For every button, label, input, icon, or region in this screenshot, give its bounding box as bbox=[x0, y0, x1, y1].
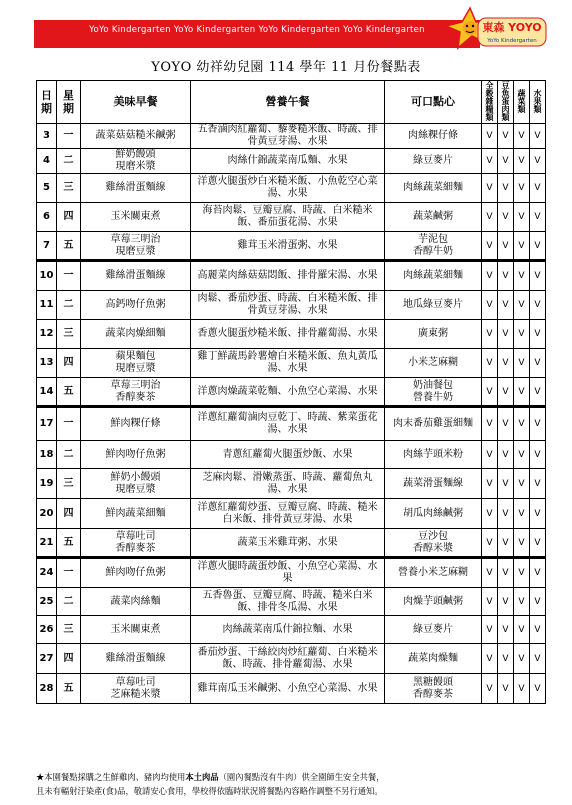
vegetables-check: V bbox=[514, 674, 530, 704]
lunch-cell: 肉絲蔬菜南瓜什錦拉麵、水果 bbox=[191, 616, 385, 644]
header-grains-label: 全穀雜糧類 bbox=[485, 81, 494, 121]
footer-line-1 bbox=[36, 770, 545, 784]
snack-cell: 奶油餐包 營養牛奶 bbox=[385, 378, 482, 407]
date-cell: 21 bbox=[37, 529, 57, 558]
date-cell: 10 bbox=[37, 261, 57, 291]
weekday-cell: 五 bbox=[57, 232, 81, 261]
header-lunch: 營養午餐 bbox=[191, 81, 385, 124]
weekday-cell: 四 bbox=[57, 203, 81, 232]
table-row bbox=[37, 469, 546, 499]
lunch-cell: 高麗菜肉絲菇菇悶飯、排骨羅宋湯、水果 bbox=[191, 261, 385, 291]
snack-cell: 營養小米芝麻糊 bbox=[385, 558, 482, 588]
lunch-cell: 洋蔥紅蘿蔔炒蛋、豆瓣豆腐、時蔬、糙米白米飯、排骨黃豆芽湯、水果 bbox=[191, 499, 385, 529]
vegetables-check: V bbox=[514, 469, 530, 499]
weekday-cell: 二 bbox=[57, 441, 81, 469]
vegetables-check: V bbox=[514, 174, 530, 203]
grains-check: V bbox=[482, 174, 498, 203]
grains-check: V bbox=[482, 529, 498, 558]
fruit-check: V bbox=[530, 407, 546, 441]
lunch-cell: 肉絲什錦蔬菜南瓜麵、水果 bbox=[191, 149, 385, 174]
table-row bbox=[37, 261, 546, 291]
grains-check: V bbox=[482, 441, 498, 469]
header-protein-label: 豆魚蛋肉類 bbox=[501, 81, 510, 121]
breakfast-cell: 鮮肉蔬菜細麵 bbox=[81, 499, 191, 529]
date-cell: 6 bbox=[37, 203, 57, 232]
snack-cell: 黑糖饅頭 香醇麥茶 bbox=[385, 674, 482, 704]
fruit-check: V bbox=[530, 320, 546, 349]
protein-check: V bbox=[498, 174, 514, 203]
fruit-check: V bbox=[530, 674, 546, 704]
table-row bbox=[37, 203, 546, 232]
snack-cell: 肉絲蔬菜細麵 bbox=[385, 261, 482, 291]
table-row bbox=[37, 378, 546, 407]
protein-check: V bbox=[498, 203, 514, 232]
weekday-cell: 四 bbox=[57, 499, 81, 529]
page-title: YOYO 幼祥幼兒園 114 學年 11 月份餐點表 bbox=[151, 60, 421, 75]
protein-check: V bbox=[498, 529, 514, 558]
date-cell: 26 bbox=[37, 616, 57, 644]
weekday-cell: 五 bbox=[57, 378, 81, 407]
vegetables-check: V bbox=[514, 644, 530, 674]
snack-cell: 芋泥包 香醇牛奶 bbox=[385, 232, 482, 261]
fruit-check: V bbox=[530, 441, 546, 469]
breakfast-cell: 蔬菜菇菇糙米鹹粥 bbox=[81, 124, 191, 149]
grains-check: V bbox=[482, 203, 498, 232]
lunch-cell: 洋蔥火腿時蔬蛋炒飯、小魚空心菜湯、水果 bbox=[191, 558, 385, 588]
fruit-check: V bbox=[530, 469, 546, 499]
grains-check: V bbox=[482, 124, 498, 149]
snack-cell: 綠豆麥片 bbox=[385, 616, 482, 644]
vegetables-check: V bbox=[514, 558, 530, 588]
header-date: 日期 bbox=[37, 81, 57, 124]
breakfast-cell: 草莓吐司 芝麻糙米漿 bbox=[81, 674, 191, 704]
lunch-cell: 五香滷肉紅蘿蔔、藜麥糙米飯、時蔬、排骨黃豆芽湯、水果 bbox=[191, 124, 385, 149]
snack-cell: 蔬菜滑蛋麵線 bbox=[385, 469, 482, 499]
table-row bbox=[37, 499, 546, 529]
snack-cell: 豆沙包 香醇米漿 bbox=[385, 529, 482, 558]
protein-check: V bbox=[498, 149, 514, 174]
footer-line-1-bold: 本土肉品 bbox=[185, 772, 219, 782]
weekday-cell: 四 bbox=[57, 349, 81, 378]
weekday-cell: 一 bbox=[57, 261, 81, 291]
protein-check: V bbox=[498, 558, 514, 588]
date-cell: 17 bbox=[37, 407, 57, 441]
table-row bbox=[37, 529, 546, 558]
weekday-cell: 一 bbox=[57, 407, 81, 441]
lunch-cell: 番茄炒蛋、干絲絞肉炒紅蘿蔔、白米糙米飯、時蔬、排骨蘿蔔湯、水果 bbox=[191, 644, 385, 674]
vegetables-check: V bbox=[514, 616, 530, 644]
table-row bbox=[37, 349, 546, 378]
logo-subtitle: YoYo Kindergarten bbox=[487, 38, 537, 44]
protein-check: V bbox=[498, 441, 514, 469]
snack-cell: 胡瓜肉絲鹹粥 bbox=[385, 499, 482, 529]
grains-check: V bbox=[482, 616, 498, 644]
table-row bbox=[37, 644, 546, 674]
protein-check: V bbox=[498, 320, 514, 349]
date-cell: 27 bbox=[37, 644, 57, 674]
protein-check: V bbox=[498, 124, 514, 149]
table-row bbox=[37, 232, 546, 261]
weekday-cell: 三 bbox=[57, 469, 81, 499]
weekday-cell: 二 bbox=[57, 149, 81, 174]
lunch-cell: 芝麻肉鬆、滑嫩蒸蛋、時蔬、蘿蔔魚丸湯、水果 bbox=[191, 469, 385, 499]
protein-check: V bbox=[498, 349, 514, 378]
snack-cell: 綠豆麥片 bbox=[385, 149, 482, 174]
header-fruit-label: 水果類 bbox=[533, 89, 542, 113]
table-row bbox=[37, 149, 546, 174]
snack-cell: 小米芝麻糊 bbox=[385, 349, 482, 378]
protein-check: V bbox=[498, 291, 514, 320]
fruit-check: V bbox=[530, 291, 546, 320]
protein-check: V bbox=[498, 644, 514, 674]
snack-cell: 肉絲粿仔條 bbox=[385, 124, 482, 149]
date-cell: 5 bbox=[37, 174, 57, 203]
grains-check: V bbox=[482, 674, 498, 704]
vegetables-check: V bbox=[514, 232, 530, 261]
table-row bbox=[37, 291, 546, 320]
grains-check: V bbox=[482, 407, 498, 441]
fruit-check: V bbox=[530, 261, 546, 291]
lunch-cell: 肉鬆、番茄炒蛋、時蔬、白米糙米飯、排骨黃豆芽湯、水果 bbox=[191, 291, 385, 320]
lunch-cell: 雞茸南瓜玉米鹹粥、小魚空心菜湯、水果 bbox=[191, 674, 385, 704]
protein-check: V bbox=[498, 407, 514, 441]
fruit-check: V bbox=[530, 529, 546, 558]
weekday-cell: 三 bbox=[57, 174, 81, 203]
grains-check: V bbox=[482, 261, 498, 291]
lunch-cell: 洋蔥肉燥蔬菜乾麵、小魚空心菜湯、水果 bbox=[191, 378, 385, 407]
date-cell: 7 bbox=[37, 232, 57, 261]
lunch-cell: 青蔥紅蘿蔔火腿蛋炒飯、水果 bbox=[191, 441, 385, 469]
breakfast-cell: 玉米關東煮 bbox=[81, 203, 191, 232]
footer-line-2: 且未有輻射汙染產(食)品，敬請安心食用，學校得依臨時狀況將餐點內容略作調整不另行通知。 bbox=[36, 786, 383, 796]
header-protein bbox=[498, 81, 514, 124]
weekday-cell: 三 bbox=[57, 320, 81, 349]
vegetables-check: V bbox=[514, 203, 530, 232]
lunch-cell: 洋蔥火腿蛋炒白米糙米飯、小魚乾空心菜湯、水果 bbox=[191, 174, 385, 203]
grains-check: V bbox=[482, 588, 498, 616]
snack-cell: 廣東粥 bbox=[385, 320, 482, 349]
protein-check: V bbox=[498, 499, 514, 529]
date-cell: 3 bbox=[37, 124, 57, 149]
fruit-check: V bbox=[530, 588, 546, 616]
protein-check: V bbox=[498, 469, 514, 499]
breakfast-cell: 鮮肉吻仔魚粥 bbox=[81, 558, 191, 588]
breakfast-cell: 草莓三明治 香醇麥茶 bbox=[81, 378, 191, 407]
protein-check: V bbox=[498, 232, 514, 261]
snack-cell: 肉絲蔬菜細麵 bbox=[385, 174, 482, 203]
table-row bbox=[37, 616, 546, 644]
protein-check: V bbox=[498, 378, 514, 407]
date-cell: 20 bbox=[37, 499, 57, 529]
vegetables-check: V bbox=[514, 499, 530, 529]
vegetables-check: V bbox=[514, 149, 530, 174]
snack-cell: 肉末番茄雞蛋細麵 bbox=[385, 407, 482, 441]
snack-cell: 肉絲芋頭米粉 bbox=[385, 441, 482, 469]
weekday-cell: 五 bbox=[57, 674, 81, 704]
grains-check: V bbox=[482, 291, 498, 320]
fruit-check: V bbox=[530, 149, 546, 174]
date-cell: 13 bbox=[37, 349, 57, 378]
breakfast-cell: 雞絲滑蛋麵線 bbox=[81, 174, 191, 203]
lunch-cell: 五香魯蛋、豆瓣豆腐、時蔬、糙米白米飯、排骨冬瓜湯、水果 bbox=[191, 588, 385, 616]
header-banner bbox=[34, 20, 480, 48]
vegetables-check: V bbox=[514, 588, 530, 616]
grains-check: V bbox=[482, 378, 498, 407]
fruit-check: V bbox=[530, 558, 546, 588]
breakfast-cell: 蔬菜肉燥細麵 bbox=[81, 320, 191, 349]
date-cell: 14 bbox=[37, 378, 57, 407]
grains-check: V bbox=[482, 232, 498, 261]
lunch-cell: 雞丁鮮蔬馬鈴薯燴白米糙米飯、魚丸黃瓜湯、水果 bbox=[191, 349, 385, 378]
school-logo bbox=[440, 6, 552, 56]
footer-line-1-b: （園內餐點沒有牛肉）供全園師生安全共餐， bbox=[218, 772, 385, 782]
footer-line-1-a: ★本園餐點採購之生鮮雞肉、豬肉均使用 bbox=[36, 772, 186, 782]
protein-check: V bbox=[498, 261, 514, 291]
grains-check: V bbox=[482, 320, 498, 349]
meal-table bbox=[36, 80, 546, 704]
breakfast-cell: 蘋果麵包 現磨豆漿 bbox=[81, 349, 191, 378]
banner-text: YoYo Kindergarten YoYo Kindergarten YoYo Kindergarten YoYo Kindergarten bbox=[89, 25, 425, 35]
header-grains bbox=[482, 81, 498, 124]
weekday-cell: 一 bbox=[57, 558, 81, 588]
grains-check: V bbox=[482, 644, 498, 674]
breakfast-cell: 鮮肉吻仔魚粥 bbox=[81, 441, 191, 469]
vegetables-check: V bbox=[514, 407, 530, 441]
fruit-check: V bbox=[530, 232, 546, 261]
breakfast-cell: 玉米關東煮 bbox=[81, 616, 191, 644]
fruit-check: V bbox=[530, 124, 546, 149]
protein-check: V bbox=[498, 588, 514, 616]
fruit-check: V bbox=[530, 644, 546, 674]
fruit-check: V bbox=[530, 378, 546, 407]
vegetables-check: V bbox=[514, 441, 530, 469]
vegetables-check: V bbox=[514, 529, 530, 558]
header-breakfast: 美味早餐 bbox=[81, 81, 191, 124]
vegetables-check: V bbox=[514, 124, 530, 149]
breakfast-cell: 鮮奶小饅頭 現磨豆漿 bbox=[81, 469, 191, 499]
footer-note bbox=[36, 770, 545, 798]
date-cell: 19 bbox=[37, 469, 57, 499]
grains-check: V bbox=[482, 558, 498, 588]
weekday-cell: 四 bbox=[57, 644, 81, 674]
snack-cell: 蔬菜鹹粥 bbox=[385, 203, 482, 232]
date-cell: 12 bbox=[37, 320, 57, 349]
weekday-cell: 三 bbox=[57, 616, 81, 644]
weekday-cell: 一 bbox=[57, 124, 81, 149]
protein-check: V bbox=[498, 674, 514, 704]
logo-text: 東森 YOYO bbox=[482, 21, 542, 34]
vegetables-check: V bbox=[514, 291, 530, 320]
date-cell: 11 bbox=[37, 291, 57, 320]
vegetables-check: V bbox=[514, 261, 530, 291]
grains-check: V bbox=[482, 469, 498, 499]
grains-check: V bbox=[482, 349, 498, 378]
breakfast-cell: 鮮奶饅頭 現磨米漿 bbox=[81, 149, 191, 174]
header-weekday: 星期 bbox=[57, 81, 81, 124]
breakfast-cell: 高鈣吻仔魚粥 bbox=[81, 291, 191, 320]
date-cell: 18 bbox=[37, 441, 57, 469]
snack-cell: 蔬菜肉燥麵 bbox=[385, 644, 482, 674]
header-fruit bbox=[530, 81, 546, 124]
protein-check: V bbox=[498, 616, 514, 644]
table-row bbox=[37, 441, 546, 469]
header-vegetables bbox=[514, 81, 530, 124]
fruit-check: V bbox=[530, 349, 546, 378]
table-row bbox=[37, 407, 546, 441]
fruit-check: V bbox=[530, 616, 546, 644]
snack-cell: 肉燥芋頭鹹粥 bbox=[385, 588, 482, 616]
lunch-cell: 雞茸玉米滑蛋粥、水果 bbox=[191, 232, 385, 261]
meal-table-body bbox=[37, 124, 546, 704]
fruit-check: V bbox=[530, 174, 546, 203]
fruit-check: V bbox=[530, 203, 546, 232]
weekday-cell: 二 bbox=[57, 291, 81, 320]
vegetables-check: V bbox=[514, 349, 530, 378]
vegetables-check: V bbox=[514, 320, 530, 349]
lunch-cell: 蔬菜玉米雞茸粥、水果 bbox=[191, 529, 385, 558]
date-cell: 24 bbox=[37, 558, 57, 588]
table-header-row bbox=[37, 81, 546, 124]
breakfast-cell: 雞絲滑蛋麵線 bbox=[81, 261, 191, 291]
table-row bbox=[37, 558, 546, 588]
date-cell: 25 bbox=[37, 588, 57, 616]
lunch-cell: 香蔥火腿蛋炒糙米飯、排骨蘿蔔湯、水果 bbox=[191, 320, 385, 349]
table-row bbox=[37, 174, 546, 203]
breakfast-cell: 草莓吐司 香醇麥茶 bbox=[81, 529, 191, 558]
header-snack: 可口點心 bbox=[385, 81, 482, 124]
snack-cell: 地瓜綠豆麥片 bbox=[385, 291, 482, 320]
lunch-cell: 洋蔥紅蘿蔔滷肉豆乾丁、時蔬、紫菜蛋花湯、水果 bbox=[191, 407, 385, 441]
table-row bbox=[37, 674, 546, 704]
date-cell: 4 bbox=[37, 149, 57, 174]
breakfast-cell: 鮮肉粿仔條 bbox=[81, 407, 191, 441]
date-cell: 28 bbox=[37, 674, 57, 704]
lunch-cell: 海苔肉鬆、豆瓣豆腐、時蔬、白米糙米飯、番茄蛋花湯、水果 bbox=[191, 203, 385, 232]
vegetables-check: V bbox=[514, 378, 530, 407]
grains-check: V bbox=[482, 499, 498, 529]
breakfast-cell: 雞絲滑蛋麵線 bbox=[81, 644, 191, 674]
header-vegetables-label: 蔬菜類 bbox=[517, 89, 526, 113]
table-row bbox=[37, 124, 546, 149]
fruit-check: V bbox=[530, 499, 546, 529]
weekday-cell: 五 bbox=[57, 529, 81, 558]
breakfast-cell: 蔬菜肉絲麵 bbox=[81, 588, 191, 616]
table-row bbox=[37, 320, 546, 349]
weekday-cell: 二 bbox=[57, 588, 81, 616]
grains-check: V bbox=[482, 149, 498, 174]
breakfast-cell: 草莓三明治 現磨豆漿 bbox=[81, 232, 191, 261]
table-row bbox=[37, 588, 546, 616]
